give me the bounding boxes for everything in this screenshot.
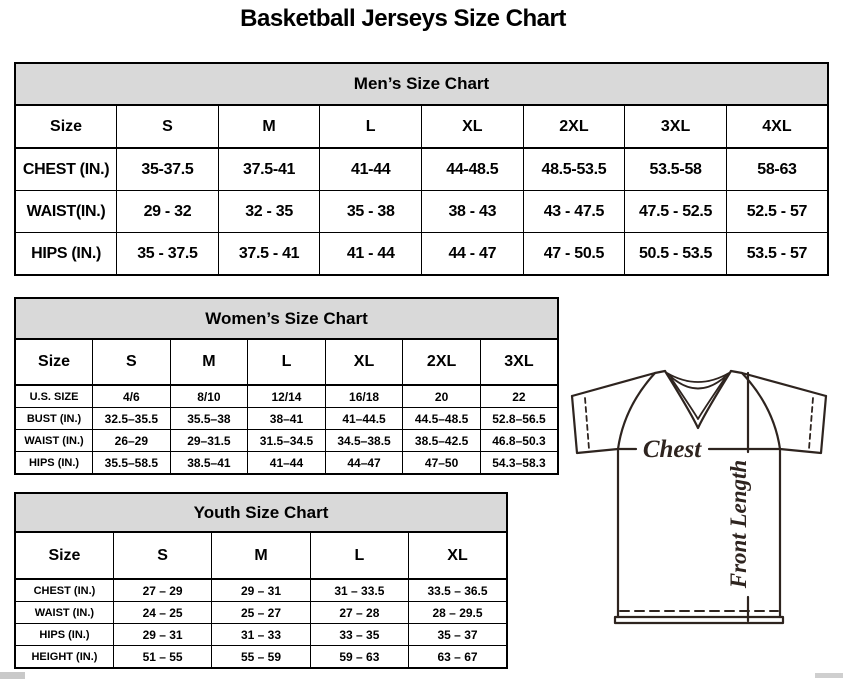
size-value-cell: 44–47 (325, 452, 403, 475)
size-value-cell: 52.8–56.5 (480, 408, 558, 430)
size-value-cell: 46.8–50.3 (480, 430, 558, 452)
size-value-cell: 50.5 - 53.5 (625, 233, 727, 276)
table-title: Men’s Size Chart (15, 63, 828, 105)
size-value-cell: 25 – 27 (212, 602, 310, 624)
column-header: 3XL (625, 105, 727, 148)
size-value-cell: 48.5-53.5 (523, 148, 625, 191)
scrollbar-fragment-left[interactable] (0, 672, 25, 679)
column-header-row (15, 105, 828, 148)
size-value-cell: 44-48.5 (422, 148, 524, 191)
size-value-cell: 35.5–58.5 (93, 452, 171, 475)
row-label: U.S. SIZE (15, 385, 93, 408)
column-header: S (117, 105, 219, 148)
row-label: WAIST (IN.) (15, 602, 113, 624)
column-header: 2XL (523, 105, 625, 148)
size-value-cell: 38.5–41 (170, 452, 248, 475)
table-row (15, 452, 558, 475)
size-value-cell: 37.5-41 (218, 148, 320, 191)
size-value-cell: 29–31.5 (170, 430, 248, 452)
column-header: XL (422, 105, 524, 148)
column-header: M (218, 105, 320, 148)
size-value-cell: 41-44 (320, 148, 422, 191)
size-value-cell: 8/10 (170, 385, 248, 408)
front-length-label: Front Length (726, 459, 751, 589)
size-value-cell: 33.5 – 36.5 (409, 579, 507, 602)
size-value-cell: 41–44.5 (325, 408, 403, 430)
column-header: 2XL (403, 339, 481, 385)
table-row (15, 191, 828, 233)
size-value-cell: 47–50 (403, 452, 481, 475)
size-value-cell: 29 – 31 (212, 579, 310, 602)
size-value-cell: 44.5–48.5 (403, 408, 481, 430)
table-title: Women’s Size Chart (15, 298, 558, 339)
size-value-cell: 20 (403, 385, 481, 408)
row-label: HEIGHT (IN.) (15, 646, 113, 669)
size-value-cell: 35 - 38 (320, 191, 422, 233)
chest-label: Chest (642, 436, 702, 463)
size-value-cell: 41 - 44 (320, 233, 422, 276)
size-value-cell: 4/6 (93, 385, 171, 408)
size-value-cell: 63 – 67 (409, 646, 507, 669)
size-value-cell: 51 – 55 (113, 646, 211, 669)
size-value-cell: 31.5–34.5 (248, 430, 326, 452)
size-value-cell: 27 – 28 (310, 602, 408, 624)
size-value-cell: 35 - 37.5 (117, 233, 219, 276)
table-title-row (15, 63, 828, 105)
size-value-cell: 35 – 37 (409, 624, 507, 646)
size-value-cell: 38 - 43 (422, 191, 524, 233)
column-header: Size (15, 532, 113, 579)
table-title: Youth Size Chart (15, 493, 507, 532)
size-value-cell: 47 - 50.5 (523, 233, 625, 276)
youth-size-chart-table (14, 492, 508, 669)
column-header: Size (15, 339, 93, 385)
row-label: BUST (IN.) (15, 408, 93, 430)
row-label: HIPS (IN.) (15, 452, 93, 475)
size-value-cell: 32.5–35.5 (93, 408, 171, 430)
column-header: L (320, 105, 422, 148)
row-label: WAIST(IN.) (15, 191, 117, 233)
table-title-row (15, 298, 558, 339)
row-label: WAIST (IN.) (15, 430, 93, 452)
column-header-row (15, 532, 507, 579)
table-row (15, 579, 507, 602)
table-row (15, 430, 558, 452)
row-label: CHEST (IN.) (15, 148, 117, 191)
size-value-cell: 37.5 - 41 (218, 233, 320, 276)
scrollbar-fragment-right[interactable] (815, 673, 843, 678)
column-header: M (170, 339, 248, 385)
size-value-cell: 16/18 (325, 385, 403, 408)
page-title: Basketball Jerseys Size Chart (240, 5, 566, 32)
column-header: L (310, 532, 408, 579)
jersey-measurement-diagram (558, 365, 843, 635)
column-header: S (93, 339, 171, 385)
row-label: CHEST (IN.) (15, 579, 113, 602)
size-value-cell: 38.5–42.5 (403, 430, 481, 452)
size-value-cell: 47.5 - 52.5 (625, 191, 727, 233)
size-value-cell: 33 – 35 (310, 624, 408, 646)
table-row (15, 408, 558, 430)
table-row (15, 148, 828, 191)
size-value-cell: 28 – 29.5 (409, 602, 507, 624)
size-value-cell: 43 - 47.5 (523, 191, 625, 233)
size-value-cell: 34.5–38.5 (325, 430, 403, 452)
table-row (15, 385, 558, 408)
size-value-cell: 53.5 - 57 (726, 233, 828, 276)
table-row (15, 646, 507, 669)
jersey-diagram-icon (558, 365, 843, 635)
womens-size-chart-table (14, 297, 559, 475)
size-value-cell: 41–44 (248, 452, 326, 475)
column-header: L (248, 339, 326, 385)
column-header: 4XL (726, 105, 828, 148)
table-row (15, 602, 507, 624)
size-value-cell: 44 - 47 (422, 233, 524, 276)
row-label: HIPS (IN.) (15, 233, 117, 276)
size-value-cell: 53.5-58 (625, 148, 727, 191)
table-row (15, 624, 507, 646)
table-title-row (15, 493, 507, 532)
table-row (15, 233, 828, 276)
size-value-cell: 24 – 25 (113, 602, 211, 624)
column-header: XL (325, 339, 403, 385)
column-header: XL (409, 532, 507, 579)
column-header: Size (15, 105, 117, 148)
column-header: S (113, 532, 211, 579)
size-value-cell: 35.5–38 (170, 408, 248, 430)
column-header: M (212, 532, 310, 579)
size-value-cell: 54.3–58.3 (480, 452, 558, 475)
size-value-cell: 29 – 31 (113, 624, 211, 646)
mens-size-chart-table (14, 62, 829, 276)
size-value-cell: 38–41 (248, 408, 326, 430)
size-value-cell: 58-63 (726, 148, 828, 191)
size-value-cell: 32 - 35 (218, 191, 320, 233)
size-value-cell: 31 – 33.5 (310, 579, 408, 602)
size-value-cell: 22 (480, 385, 558, 408)
size-value-cell: 59 – 63 (310, 646, 408, 669)
size-value-cell: 55 – 59 (212, 646, 310, 669)
size-value-cell: 31 – 33 (212, 624, 310, 646)
column-header: 3XL (480, 339, 558, 385)
size-value-cell: 12/14 (248, 385, 326, 408)
column-header-row (15, 339, 558, 385)
size-value-cell: 29 - 32 (117, 191, 219, 233)
size-value-cell: 35-37.5 (117, 148, 219, 191)
size-value-cell: 27 – 29 (113, 579, 211, 602)
row-label: HIPS (IN.) (15, 624, 113, 646)
size-value-cell: 52.5 - 57 (726, 191, 828, 233)
size-value-cell: 26–29 (93, 430, 171, 452)
